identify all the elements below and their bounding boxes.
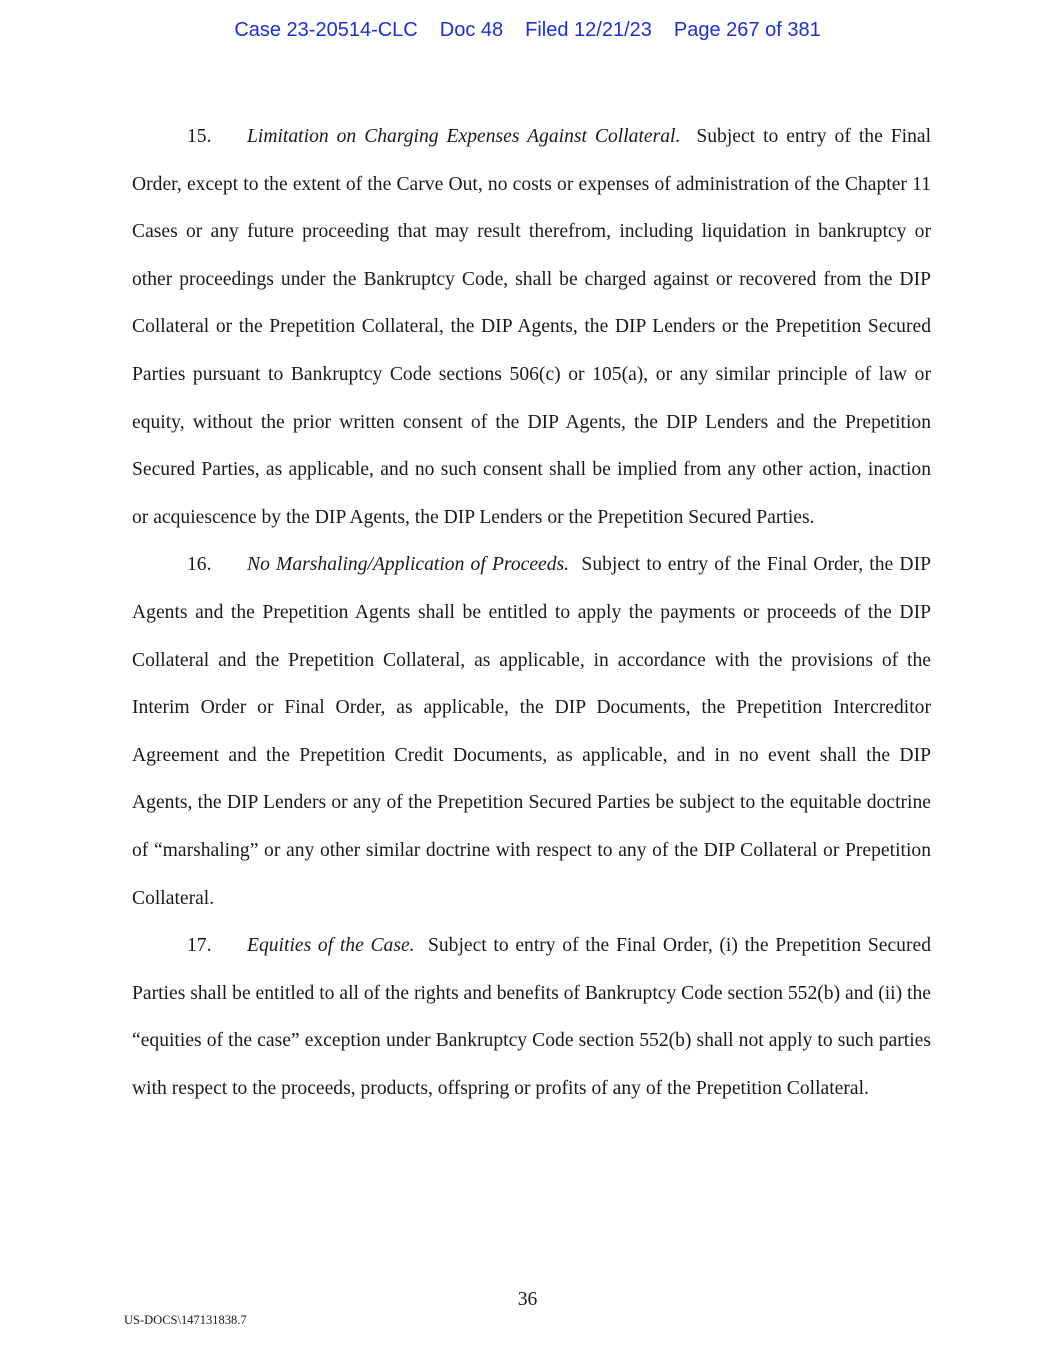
paragraph-heading: No Marshaling/Application of Proceeds. <box>247 554 570 576</box>
paragraph-15 <box>132 113 931 541</box>
paragraph-heading: Equities of the Case. <box>247 935 415 957</box>
case-header <box>0 19 1055 42</box>
paragraph-number: 17. <box>187 935 212 957</box>
page-number: 36 <box>517 1289 538 1310</box>
paragraph-number: 16. <box>187 554 212 576</box>
doc-number: Doc 48 <box>439 19 504 41</box>
paragraph-17 <box>132 922 931 1112</box>
document-body <box>132 113 931 1112</box>
paragraph-text: Subject to entry of the Final Order, except to the extent of the Carve Out, no costs or expenses of administration of the Chapter 11 Cases or any future proceeding that may result therefrom, including liquidation in bankruptcy or other proceedings under the Bankruptcy Code, shall be charged against or recovered from the DIP Collateral or the Prepetition Collateral, the DIP Agents, the DIP Lenders or the Prepetition Secured Parties pursuant to Bankruptcy Code sections 506(c) or 105(a), or any similar principle of law or equity, without the prior written consent of the DIP Agents, the DIP Lenders and the Prepetition Secured Parties, as applicable, and no such consent shall be implied from any other action, inaction or acquiescence by the DIP Agents, the DIP Lenders or the Prepetition Secured Parties. <box>132 126 932 528</box>
paragraph-16 <box>132 541 931 922</box>
paragraph-text: Subject to entry of the Final Order, (i) the Prepetition Secured Parties shall be entitled to all of the rights and benefits of Bankruptcy Code section 552(b) and (ii) the “equities of the case” exception under Bankruptcy Code section 552(b) shall not apply to such parties with respect to the proceeds, products, offspring or profits of any of the Prepetition Collateral. <box>132 935 931 1099</box>
case-number: Case 23-20514-CLC <box>234 19 418 41</box>
paragraph-heading: Limitation on Charging Expenses Against Collateral. <box>247 126 681 147</box>
document-id: US-DOCS\147131838.7 <box>124 1313 247 1327</box>
paragraph-text: Subject to entry of the Final Order, the DIP Agents and the Prepetition Agents shall be entitled to apply the payments or proceeds of the DIP Collateral and the Prepetition Collateral, as applicable, in accordance with the provisions of the Interim Order or Final Order, as applicable, the DIP Documents, the Prepetition Intercreditor Agreement and the Prepetition Credit Documents, as applicable, and in no event shall the DIP Agents, the DIP Lenders or any of the Prepetition Secured Parties be subject to the equitable doctrine of “marshaling” or any other similar doctrine with respect to any of the DIP Collateral or Prepetition Collateral. <box>132 554 932 909</box>
paragraph-number: 15. <box>187 126 212 147</box>
filed-date: Filed 12/21/23 <box>525 19 652 41</box>
page-count: Page 267 of 381 <box>673 19 821 41</box>
